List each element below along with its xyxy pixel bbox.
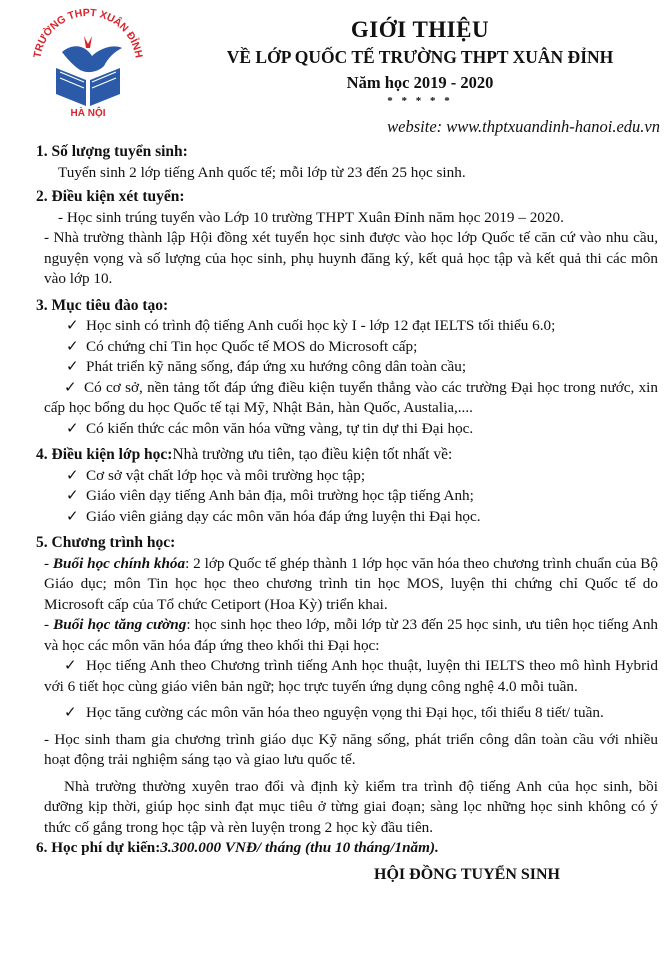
section-3-heading: 3. Mục tiêu đào tạo: bbox=[36, 296, 169, 314]
school-year: Năm học 2019 - 2020 bbox=[346, 73, 494, 92]
goal-item: ✓ Có chứng chỉ Tin học Quốc tế MOS do Microsoft cấp; bbox=[36, 337, 658, 358]
section-5-heading: 5. Chương trình học: bbox=[36, 534, 176, 551]
section-1-heading: 1. Số lượng tuyển sinh: bbox=[36, 143, 188, 160]
program-item: ✓ Học tăng cường các môn văn hóa theo nguyện vọng thi Đại học, tối thiểu 8 tiết/ tuần. bbox=[36, 703, 658, 724]
extra-session-para: - Buổi học tăng cường: học sinh học theo lớp, mỗi lớp từ 23 đến 25 học sinh, ưu tiên học tiếng Anh và học các môn văn hóa đáp ứng theo khối thi Đại học: bbox=[44, 616, 659, 654]
check-icon: ✓ bbox=[64, 378, 77, 396]
check-icon: ✓ bbox=[64, 657, 77, 674]
extra-session-label: Buổi học tăng cường bbox=[53, 616, 187, 633]
school-logo bbox=[22, 6, 154, 118]
check-icon: ✓ bbox=[66, 507, 79, 525]
check-icon: ✓ bbox=[64, 704, 77, 721]
section-1-text: Tuyển sinh 2 lớp tiếng Anh quốc tế; mỗi lớp từ 23 đến 25 học sinh. bbox=[58, 163, 466, 181]
check-icon: ✓ bbox=[66, 487, 79, 504]
tuition-fee: 3.300.000 VNĐ/ tháng (thu 10 tháng/1năm). bbox=[160, 839, 439, 856]
section-2-heading: 2. Điều kiện xét tuyển: bbox=[36, 188, 185, 205]
page-title: GIỚI THIỆU bbox=[350, 17, 490, 42]
check-icon: ✓ bbox=[66, 317, 79, 334]
section-2-para-1: - Học sinh trúng tuyển vào Lớp 10 trường THPT Xuân Đỉnh năm học 2019 – 2020. bbox=[58, 208, 564, 226]
check-icon: ✓ bbox=[66, 419, 79, 437]
website-text: website: www.thptxuandinh-hanoi.edu.vn bbox=[387, 117, 660, 136]
goal-item: ✓ Phát triển kỹ năng sống, đáp ứng xu hướng công dân toàn cầu; bbox=[36, 357, 658, 378]
main-session-label: Buổi học chính khóa bbox=[52, 554, 186, 572]
signature: HỘI ĐỒNG TUYỂN SINH bbox=[374, 865, 560, 883]
check-icon: ✓ bbox=[66, 358, 79, 375]
goal-item: ✓ Có kiến thức các môn văn hóa vững vàng, tự tin dự thi Đại học. bbox=[36, 419, 658, 440]
section-4-intro: Nhà trường ưu tiên, tạo điều kiện tốt nhất về: bbox=[172, 446, 453, 463]
header bbox=[170, 16, 670, 107]
section-6-heading: 6. Học phí dự kiến:3.300.000 VNĐ/ tháng (thu 10 tháng/1năm). bbox=[36, 839, 439, 856]
school-commitment-para: Nhà trường thường xuyên trao đổi và định kỳ kiểm tra trình độ tiếng Anh của học sinh, bồi dưỡng kịp thời, giúp học sinh đạt mục tiêu ở từng giai đoạn; sàng lọc những học sinh không có ý thức cố gắng trong học tập và rèn luyện trong 2 học kỳ đầu tiên. bbox=[44, 777, 658, 836]
document-body bbox=[36, 138, 658, 885]
logo-arc-text: TRƯỜNG THPT XUÂN ĐỈNH bbox=[31, 6, 145, 59]
program-item: ✓ Học tiếng Anh theo Chương trình tiếng Anh học thuật, luyện thi IELTS theo mô hình Hybrid với 6 tiết học cùng giáo viên bản ngữ; học trực tuyến ứng dụng công nghệ 4.0 mỗi tuần. bbox=[44, 657, 658, 695]
logo-bottom-text: HÀ NỘI bbox=[70, 108, 106, 118]
goal-item: ✓ Có cơ sở, nền tảng tốt đáp ứng điều kiện tuyển thẳng vào các trường Đại học trong nước, xin cấp học bổng du học Quốc tế tại Mỹ, Nhật Bản, hàn Quốc, Austalia,.... bbox=[44, 378, 658, 416]
section-2-para-2: - Nhà trường thành lập Hội đồng xét tuyển học sinh được vào học lớp Quốc tế căn cứ vào nhu cầu, nguyện vọng và số lượng của học sinh, phụ huynh đăng ký, kết quả học tập và kết quả thi các môn vào lớp 10. bbox=[44, 229, 658, 287]
section-4-heading: 4. Điều kiện lớp học:Nhà trường ưu tiên, tạo điều kiện tốt nhất về: bbox=[36, 446, 453, 463]
check-icon: ✓ bbox=[66, 466, 79, 484]
life-skills-para: - Học sinh tham gia chương trình giáo dục Kỹ năng sống, phát triển công dân toàn cầu với nhiều hoạt động trải nghiệm sáng tạo và giao lưu quốc tế. bbox=[44, 730, 658, 768]
condition-item: ✓ Giáo viên dạy tiếng Anh bản địa, môi trường học tập tiếng Anh; bbox=[36, 486, 658, 507]
main-session-para: - Buổi học chính khóa: 2 lớp Quốc tế ghép thành 1 lớp học văn hóa theo chương trình chuẩn của Bộ Giáo dục; môn Tin học học theo chương trình tin học MOS, luyện thi chứng chỉ Quốc tế do Microsoft cấp của Tổ chức Cetiport (Hoa Kỳ) triển khai. bbox=[44, 554, 659, 613]
condition-item: ✓ Cơ sở vật chất lớp học và môi trường học tập; bbox=[36, 466, 658, 487]
page-subtitle: VỀ LỚP QUỐC TẾ TRƯỜNG THPT XUÂN ĐỈNH bbox=[226, 47, 614, 67]
stars-divider: * * * * * bbox=[387, 95, 453, 107]
check-icon: ✓ bbox=[66, 337, 79, 355]
condition-item: ✓ Giáo viên giảng dạy các môn văn hóa đáp ứng luyện thi Đại học. bbox=[36, 507, 658, 528]
goal-item: ✓ Học sinh có trình độ tiếng Anh cuối học kỳ I - lớp 12 đạt IELTS tối thiểu 6.0; bbox=[36, 316, 658, 337]
